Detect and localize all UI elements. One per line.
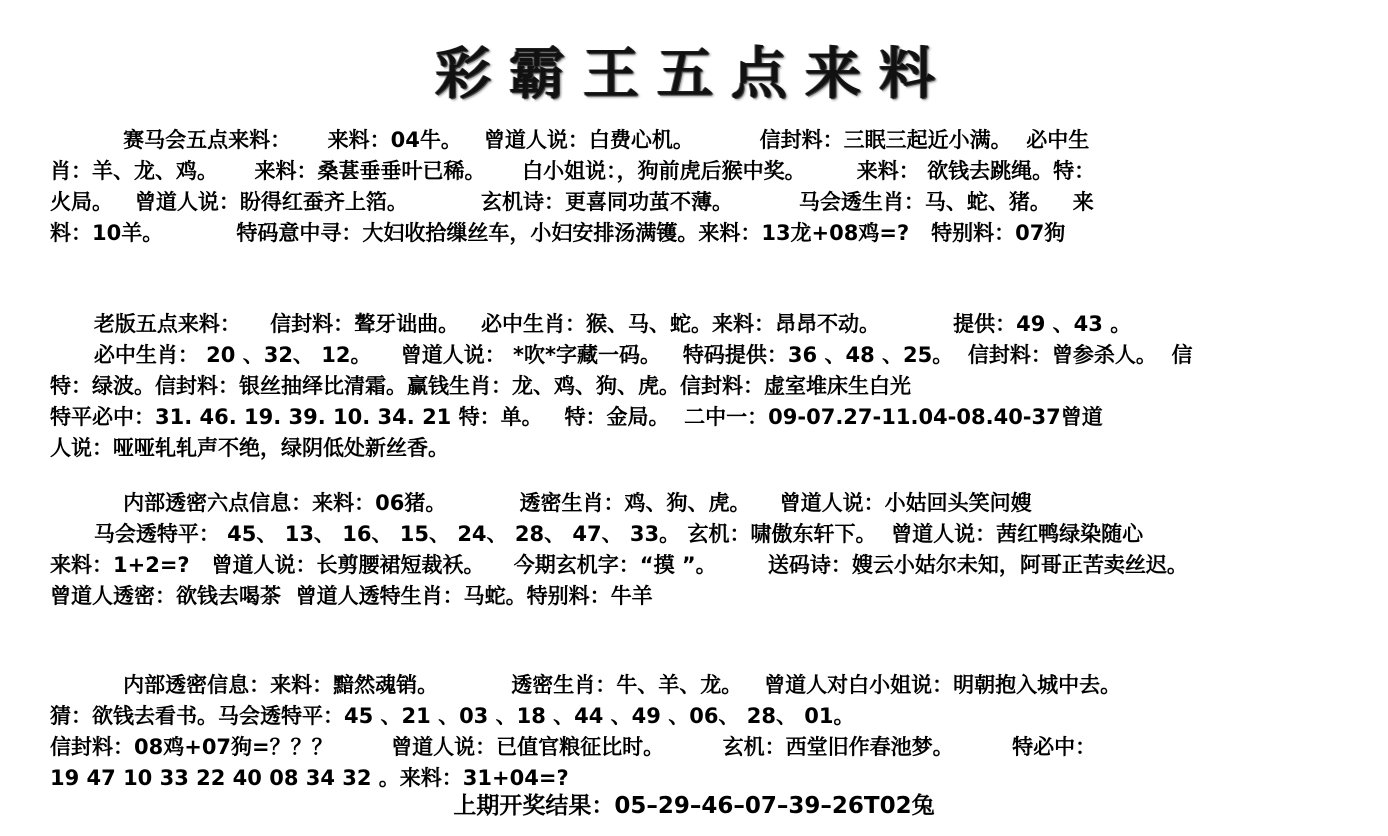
text-line: 信封料：08鸡+07狗=？？？ 曾道人说：已值官粮征比时。 玄机：西堂旧作春池梦。 特必中：	[50, 735, 1097, 759]
text-line: 老版五点来料： 信封料：聱牙诎曲。 必中生肖：猴、马、蛇。来料：昂昂不动。 提供：49 、43 。	[50, 312, 1132, 336]
text-line: 火局。 曾道人说：盼得红蚕齐上箔。 玄机诗：更喜同功茧不薄。 马会透生肖：马、蛇、猪。 来	[50, 190, 1094, 214]
text-line: 19 47 10 33 22 40 08 34 32 。来料：31+04=?	[50, 766, 569, 790]
previous-result: 上期开奖结果：05–29–46–07–39–26T02兔	[453, 793, 935, 819]
text-line: 肖：羊、龙、鸡。 来料：桑葚垂垂叶已稀。 白小姐说：，狗前虎后猴中奖。 来料： 欲钱去跳绳。特：	[50, 159, 1096, 183]
text-line: 特：绿波。信封料：银丝抽绎比清霜。赢钱生肖：龙、鸡、狗、虎。信封料：虚室堆床生白光	[50, 374, 911, 398]
text-line: 来料：1+2=? 曾道人说：长剪腰裙短裁袄。 今期玄机字：“摸 ”。 送码诗：嫂云小姑尔未知，阿哥正苦卖丝迟。	[50, 553, 1188, 577]
text-line: 特平必中：31. 46. 19. 39. 10. 34. 21 特：单。 特：金局。 二中一：09-07.27-11.04-08.40-37曾道	[50, 405, 1103, 429]
text-line: 料：10羊。 特码意中寻：大妇收拾缫丝车，小妇安排汤满镬。来料：13龙+08鸡=? 特别料：07狗	[50, 221, 1066, 245]
text-line: 曾道人透密：欲钱去喝茶 曾道人透特生肖：马蛇。特别料：牛羊	[50, 584, 653, 608]
text-line: 猜：欲钱去看书。马会透特平：45 、21 、03 、18 、44 、49 、06、 28、 01。	[50, 704, 855, 728]
text-line: 必中生肖： 20 、32、 12。 曾道人说： *吹*字藏一码。 特码提供：36 、48 、25。 信封料：曾参杀人。 信	[50, 343, 1193, 367]
text-line: 内部透密六点信息：来料：06猪。 透密生肖：鸡、狗、虎。 曾道人说：小姑回头笑问嫂	[50, 491, 1032, 515]
text-line: 内部透密信息：来料：黯然魂销。 透密生肖：牛、羊、龙。 曾道人对白小姐说：明朝抱入城中去。	[50, 673, 1122, 697]
text-line: 赛马会五点来料： 来料：04牛。 曾道人说：白费心机。 信封料：三眠三起近小满。 必中生	[50, 128, 1090, 152]
text-line: 人说：哑哑轧轧声不绝，绿阴低处新丝香。	[50, 436, 449, 460]
text-line: 马会透特平： 45、 13、 16、 15、 24、 28、 47、 33。 玄机：啸傲东轩下。 曾道人说：茜红鸭绿染随心	[50, 522, 1144, 546]
page-title: 彩霸王五点来料	[435, 41, 953, 107]
